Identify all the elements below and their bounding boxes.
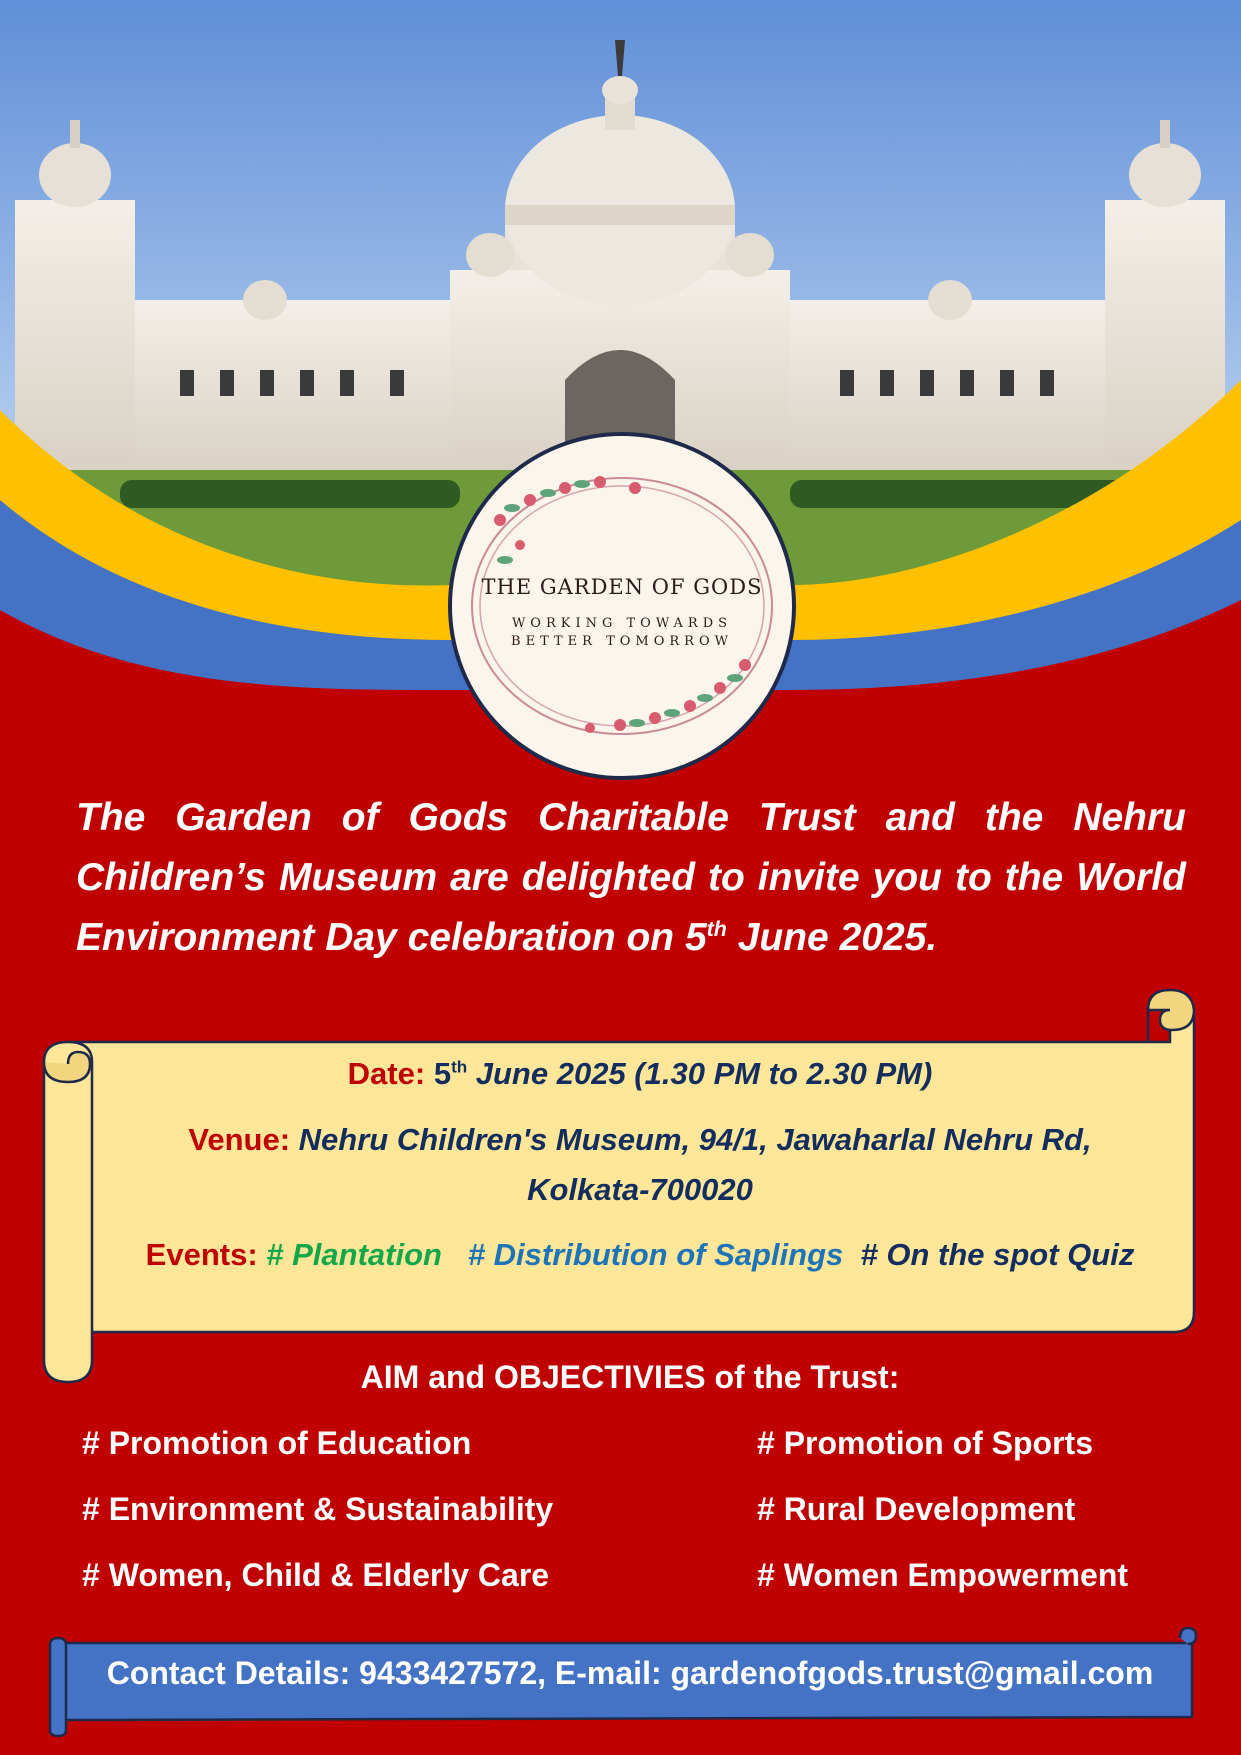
date-row — [95, 1054, 1185, 1094]
invitation-line-3: Environment Day celebration on 5th June 2025. — [76, 916, 938, 959]
logo-tagline-line1: WORKING TOWARDS — [511, 616, 733, 631]
date-label: Date: — [347, 1056, 426, 1091]
hero-illustration — [0, 0, 1241, 780]
aim-right-3: # Women Empowerment — [757, 1557, 1129, 1593]
event-quiz: # On the spot Quiz — [860, 1237, 1135, 1272]
venue-label: Venue: — [188, 1122, 291, 1157]
venue-line-2: Kolkata-700020 — [527, 1172, 753, 1207]
venue-row — [95, 1120, 1185, 1160]
logo-badge — [450, 434, 794, 778]
aims-title: AIM and OBJECTIVIES of the Trust: — [360, 1359, 900, 1395]
logo-tagline — [465, 615, 779, 651]
venue-line-1: Nehru Children's Museum, 94/1, Jawaharlal Nehru Rd, — [298, 1122, 1092, 1157]
event-saplings: # Distribution of Saplings — [467, 1237, 844, 1272]
logo-tagline-line2: BETTER TOMORROW — [511, 634, 733, 649]
events-label: Events: — [145, 1237, 258, 1272]
invitation-line-1: The Garden of Gods Charitable Trust and the Nehru — [76, 796, 1186, 839]
date-rest: June 2025 (1.30 PM to 2.30 PM) — [467, 1056, 933, 1091]
invitation-line-2: Children’s Museum are delighted to invite you to the World — [76, 856, 1186, 899]
venue-line-2-row — [95, 1170, 1185, 1210]
contact-details: Contact Details: 9433427572, E-mail: gardenofgods.trust@gmail.com — [106, 1655, 1154, 1691]
aim-right-2: # Rural Development — [757, 1491, 1076, 1527]
aim-left-2: # Environment & Sustainability — [82, 1491, 554, 1527]
date-sup: th — [451, 1057, 468, 1077]
events-row — [95, 1235, 1185, 1275]
date-day: 5 — [433, 1056, 452, 1091]
logo-title: THE GARDEN OF GODS — [481, 575, 763, 599]
event-plantation: # Plantation — [266, 1237, 442, 1272]
aim-left-1: # Promotion of Education — [82, 1425, 472, 1461]
aim-right-1: # Promotion of Sports — [757, 1425, 1093, 1461]
invitation-text — [76, 788, 1186, 968]
aim-left-3: # Women, Child & Elderly Care — [82, 1557, 550, 1593]
